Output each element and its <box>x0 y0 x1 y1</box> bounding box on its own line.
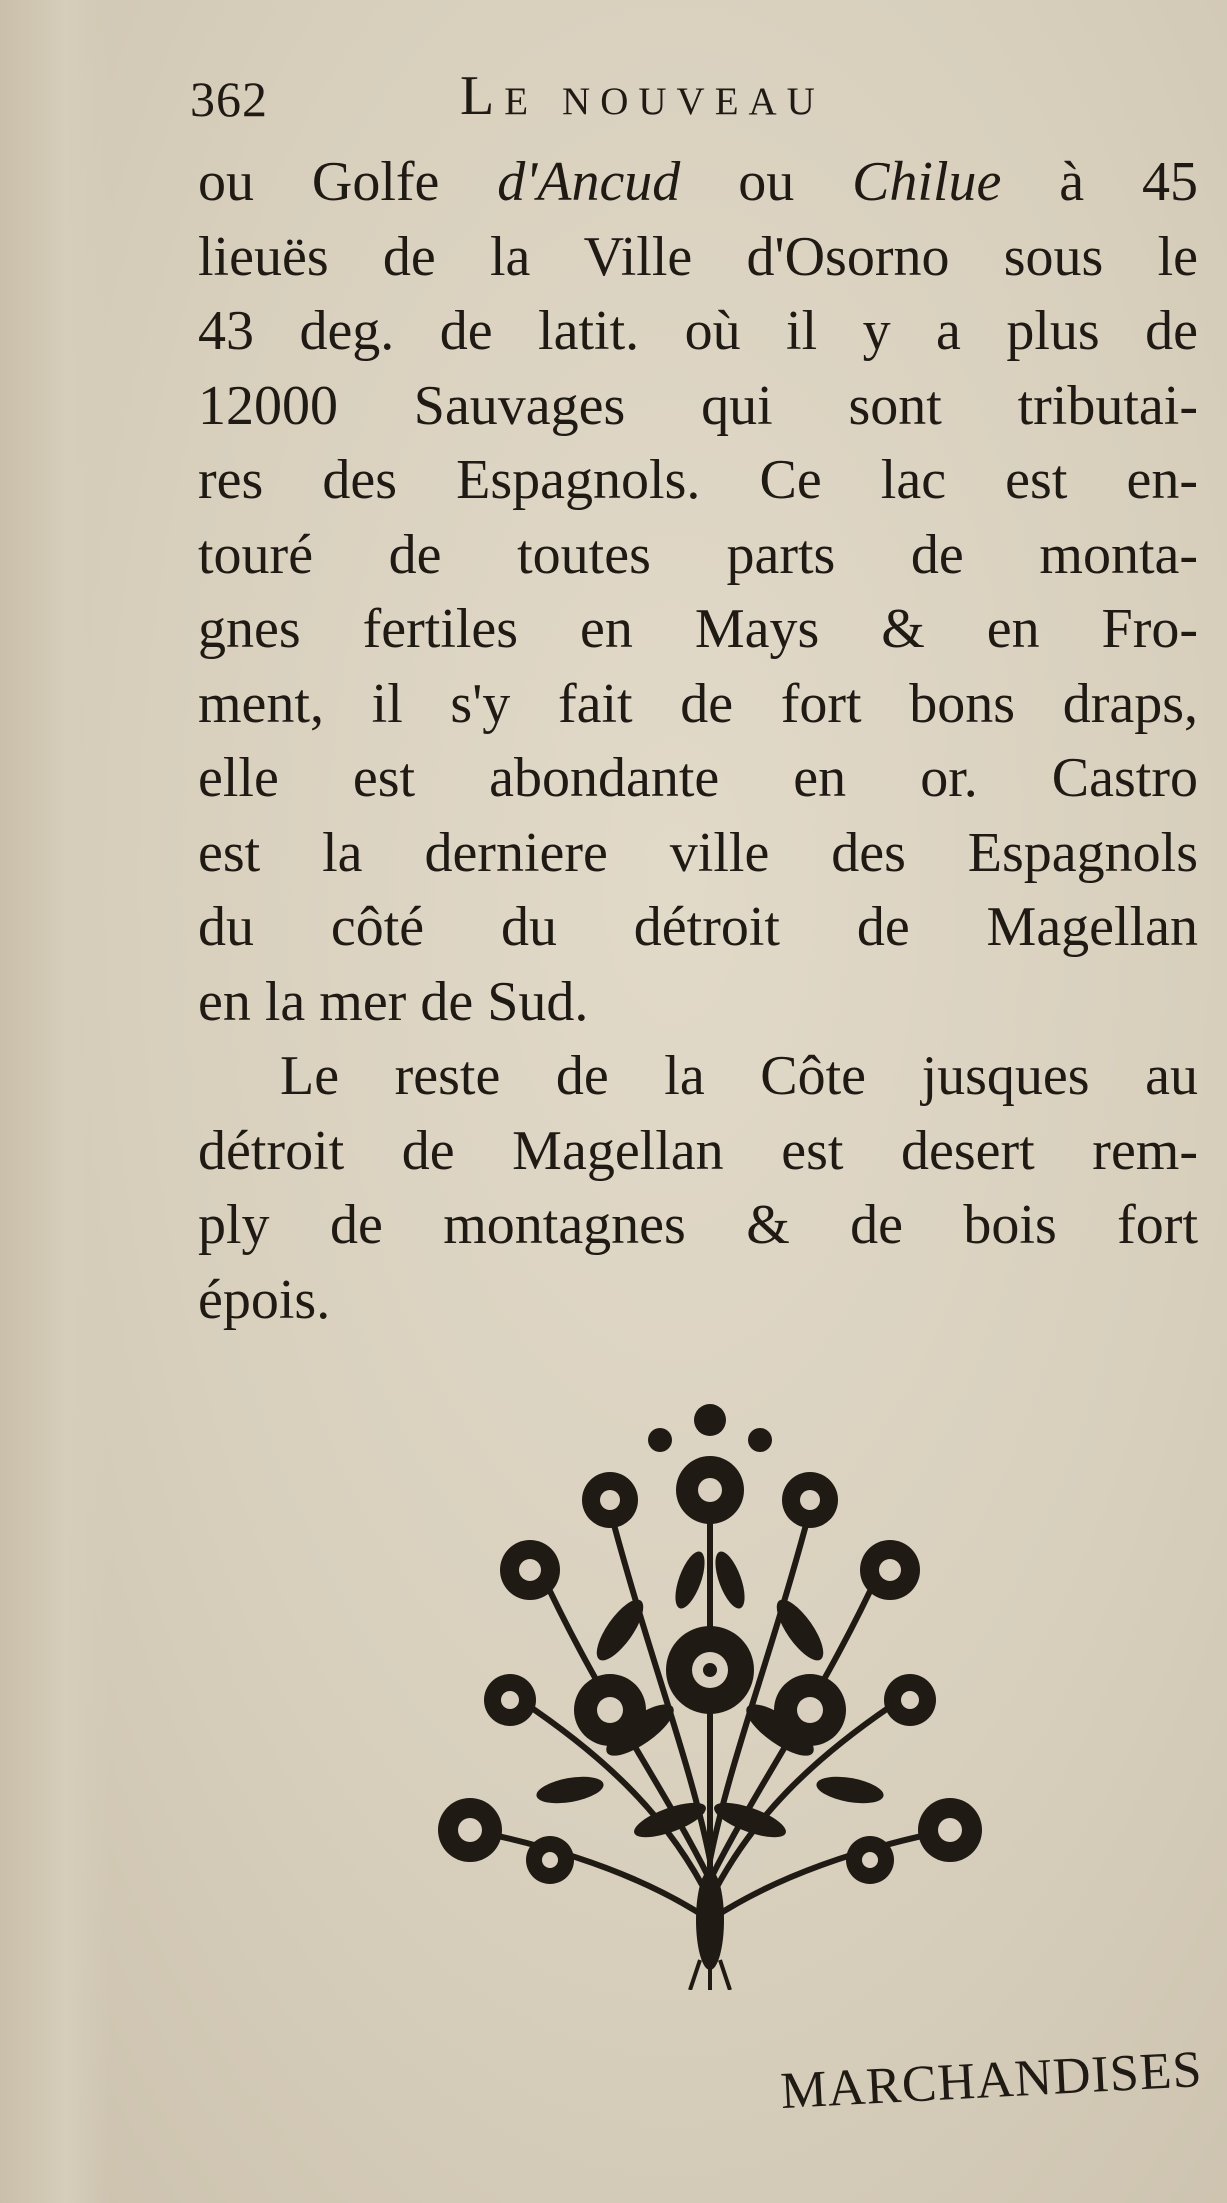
text-line: touré de toutes parts de monta- <box>198 523 1198 586</box>
text-line: 43 deg. de latit. où il y a plus de <box>198 300 1198 362</box>
text-line: est la derniere ville des Espagnols <box>198 821 1198 884</box>
body-text <box>198 145 1198 1337</box>
place-name-ancud: d'Ancud <box>497 151 681 213</box>
page-gutter-shadow <box>0 0 110 2203</box>
text-line: ment, il s'y fait de fort bons draps, <box>198 672 1198 735</box>
running-header <box>190 62 1150 142</box>
catchword: MARCHANDISES <box>778 2041 1204 2121</box>
text-line: elle est abondante en or. Castro <box>198 747 1198 809</box>
text-line: en la mer de Sud. <box>198 970 589 1033</box>
text-line: gnes fertiles en Mays & en Fro- <box>198 598 1198 660</box>
page-number: 362 <box>190 71 268 127</box>
text-line: du côté du détroit de Magellan <box>198 896 1198 958</box>
text-line: res des Espagnols. Ce lac est en- <box>198 449 1198 511</box>
text-line: ply de montagnes & de bois fort <box>198 1194 1198 1256</box>
text-line: ou Golfe d'Ancud ou Chilue à 45 <box>198 151 1198 213</box>
text-line: détroit de Magellan est desert rem- <box>198 1119 1198 1182</box>
text-line: lieuës de la Ville d'Osorno sous le <box>198 225 1198 288</box>
text-line: Le reste de la Côte jusques au <box>280 1045 1198 1107</box>
text-line: 12000 Sauvages qui sont tributai- <box>198 374 1198 437</box>
text-line: épois. <box>198 1268 331 1331</box>
running-title: Le nouveau <box>460 65 825 127</box>
floral-bouquet-ornament <box>410 1400 1010 1990</box>
place-name-chilue: Chilue <box>852 151 1002 213</box>
